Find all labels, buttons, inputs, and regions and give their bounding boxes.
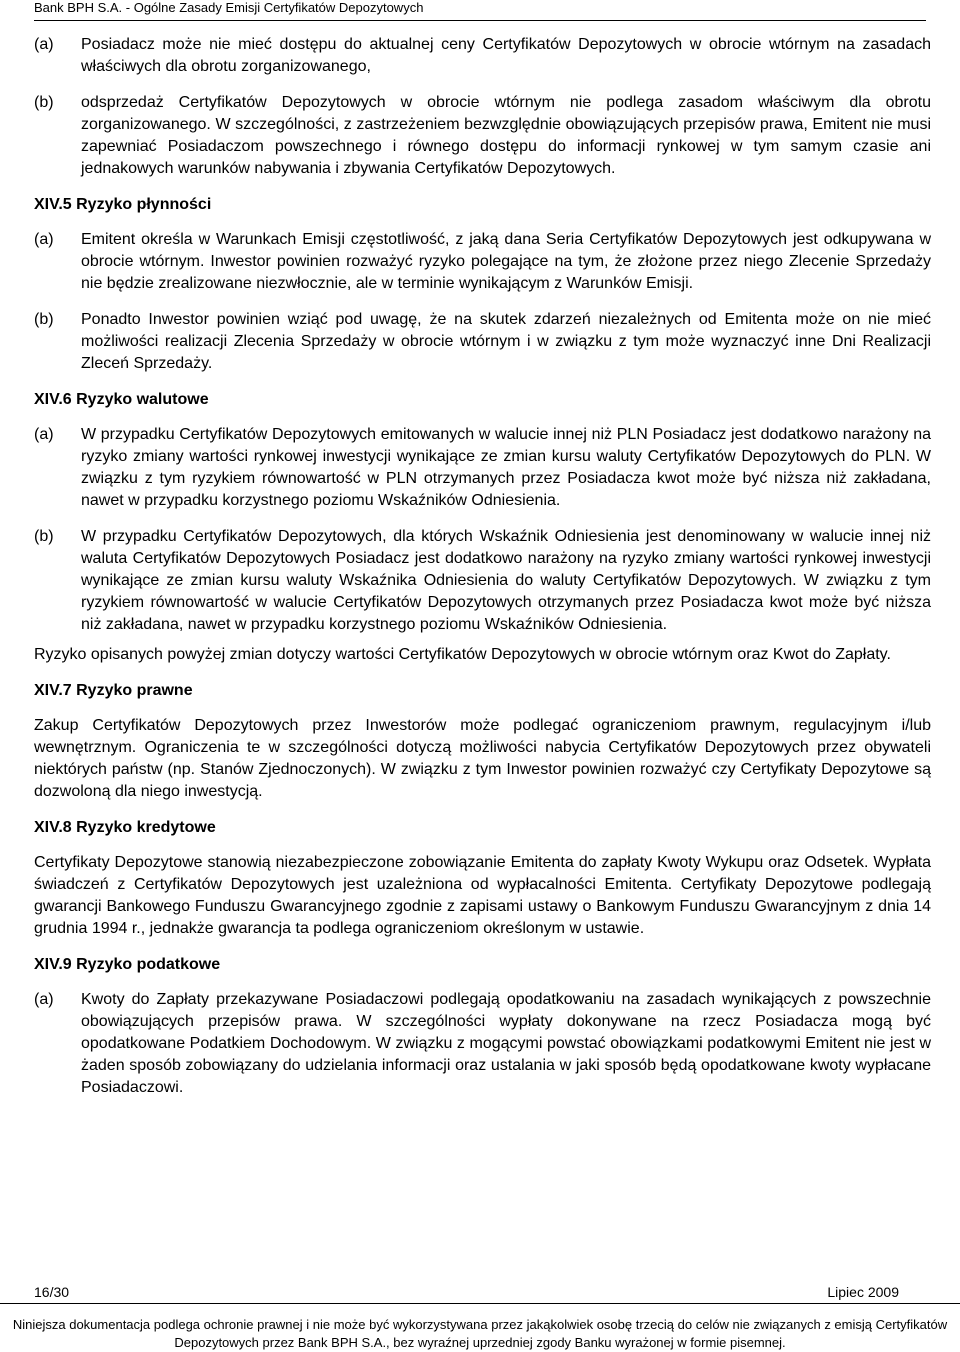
list-item-label: (a) (34, 231, 54, 248)
section-heading-currency-risk: XIV.6 Ryzyko walutowe (34, 391, 209, 408)
section-heading-legal-risk: XIV.7 Ryzyko prawne (34, 682, 193, 699)
list-item-label: (a) (34, 426, 54, 443)
list-item (34, 526, 931, 636)
footer-divider (0, 1303, 960, 1304)
header-divider (34, 20, 926, 21)
paragraph: Certyfikaty Depozytowe stanowią niezabezpieczone zobowiązanie Emitenta do zapłaty Kwoty Wykupu oraz Odsetek. Wypłata świadczeń z Certyfikatów Depozytowych jest uzależniona od wypłacalności Emitenta. Certyfikaty Depozytowe podlegają gwarancji Bankowego Funduszu Gwarancyjnego zgodnie z zapisami ustawy o Bankowym Funduszu Gwarancyjnym z dnia 14 grudnia 1994 r., jednakże gwarancja ta podlega ograniczeniom określonym w ustawie. (34, 854, 931, 937)
list-item-text: Posiadacz może nie mieć dostępu do aktualnej ceny Certyfikatów Depozytowych w obrocie wtórnym na zasadach właściwych dla obrotu zorganizowanego, (81, 36, 931, 75)
page-footer (34, 1283, 899, 1301)
list-item-text: W przypadku Certyfikatów Depozytowych, dla których Wskaźnik Odniesienia jest denominowany w walucie innej niż waluta Certyfikatów Depozytowych Posiadacz jest dodatkowo narażony na ryzyko zmiany wartości rynkowej inwestycji wynikające ze zmian kursu waluty Wskaźnika Odniesienia do waluty Certyfikatów Depozytowych. W związku z tym ryzykiem równowartość w walucie Certyfikatów Depozytowych otrzymanych przez Posiadacza kwot może być niższa niż zakładana, nawet w przypadku korzystnego poziomu Wskaźników Odniesienia. (81, 528, 931, 633)
list-item (34, 92, 931, 180)
list-item-label: (a) (34, 36, 54, 53)
page-header: Bank BPH S.A. - Ogólne Zasady Emisji Certyfikatów Depozytowych (34, 0, 424, 15)
list-item (34, 989, 931, 1099)
list-item-text: odsprzedaż Certyfikatów Depozytowych w obrocie wtórnym nie podlega zasadom właściwym dla obrotu zorganizowanego. W szczególności, z zastrzeżeniem bezwzględnie obowiązujących przepisów prawa, Emitent nie musi zapewniać Posiadaczom powszechnego i równego dostępu do informacji rynkowej w tym samym czasie ani jednakowych warunków nabywania i zbywania Certyfikatów Depozytowych. (81, 94, 931, 177)
list-item-text: W przypadku Certyfikatów Depozytowych emitowanych w walucie innej niż PLN Posiadacz jest dodatkowo narażony na ryzyko zmiany wartości rynkowej inwestycji wynikające ze zmian kursu waluty Certyfikatów Depozytowych do PLN. W związku z tym ryzykiem równowartość w PLN otrzymanych przez Posiadacza kwot może być niższa niż zakładana, nawet w przypadku korzystnego poziomu Wskaźników Odniesienia. (81, 426, 931, 509)
list-item (34, 424, 931, 512)
list-item-text: Emitent określa w Warunkach Emisji częstotliwość, z jaką dana Seria Certyfikatów Depozytowych jest odkupywana w obrocie wtórnym. Inwestor powinien rozważyć ryzyko polegające na tym, że złożone przez niego Zlecenie Sprzedaży nie będzie zrealizowane niezwłocznie, ale w terminie wynikającym z Warunków Emisji. (81, 231, 931, 292)
document-date: Lipiec 2009 (827, 1284, 899, 1300)
list-item-label: (a) (34, 991, 54, 1008)
list-item-label: (b) (34, 94, 54, 111)
list-item (34, 309, 931, 375)
legal-notice: Niniejsza dokumentacja podlega ochronie prawnej i nie może być wykorzystywana przez jakąkolwiek osobę trzecią do celów nie związanych z emisją Certyfikatów Depozytowych przez Bank BPH S.A., bez wyraźnej uprzedniej zgody Banku wyrażonej w formie pisemnej. (12, 1317, 948, 1350)
section-heading-credit-risk: XIV.8 Ryzyko kredytowe (34, 819, 216, 836)
section-heading-liquidity-risk: XIV.5 Ryzyko płynności (34, 196, 212, 213)
list-item-text: Ponadto Inwestor powinien wziąć pod uwagę, że na skutek zdarzeń niezależnych od Emitenta może on nie mieć możliwości realizacji Zlecenia Sprzedaży w obrocie wtórnym i w związku z tym może wyznaczyć inne Dni Realizacji Zleceń Sprzedaży. (81, 311, 931, 372)
list-item-text: Kwoty do Zapłaty przekazywane Posiadaczowi podlegają opodatkowaniu na zasadach wynikających z powszechnie obowiązujących przepisów prawa. W szczególności wypłaty dokonywane na rzecz Posiadacza mogą być opodatkowane Podatkiem Dochodowym. W związku z mogącymi powstać obowiązkami podatkowymi Emitent nie jest w żaden sposób zobowiązany do udzielania informacji oraz ustalania w jaki sposób będą opodatkowane kwoty wypłacane Posiadaczowi. (81, 991, 931, 1096)
list-item-label: (b) (34, 311, 54, 328)
list-item (34, 34, 931, 78)
paragraph: Ryzyko opisanych powyżej zmian dotyczy wartości Certyfikatów Depozytowych w obrocie wtórnym oraz Kwot do Zapłaty. (34, 646, 891, 663)
document-body (34, 34, 931, 1113)
paragraph: Zakup Certyfikatów Depozytowych przez Inwestorów może podlegać ograniczeniom prawnym, regulacyjnym i/lub wewnętrznym. Ograniczenia te w szczególności dotyczą możliwości nabycia Certyfikatów Depozytowych przez obywateli niektórych państw (np. Stanów Zjednoczonych). W związku z tym Inwestor powinien rozważyć czy Certyfikaty Depozytowe są dozwoloną dla niego inwestycją. (34, 717, 931, 800)
list-item-label: (b) (34, 528, 54, 545)
list-item (34, 229, 931, 295)
page-number: 16/30 (34, 1284, 70, 1300)
section-heading-tax-risk: XIV.9 Ryzyko podatkowe (34, 956, 221, 973)
